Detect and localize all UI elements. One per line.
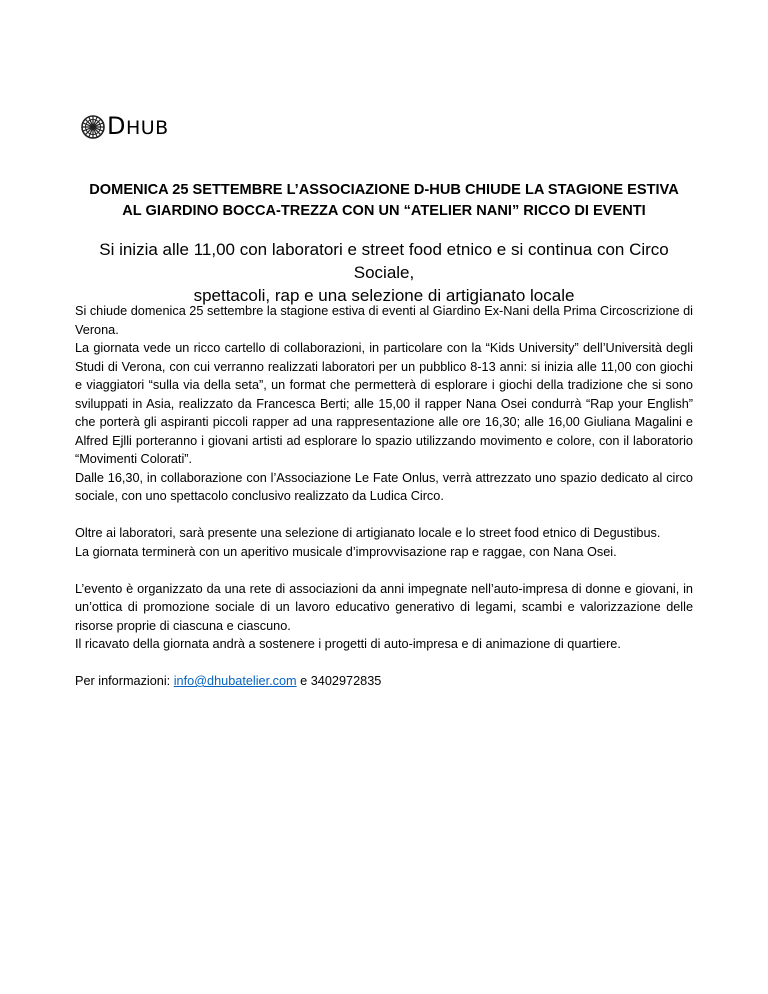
page-title bbox=[70, 180, 698, 222]
contact-line bbox=[75, 672, 693, 691]
contact-prefix: Per informazioni: bbox=[75, 674, 174, 688]
paragraph-proceeds: Il ricavato della giornata andrà a sostenere i progetti di auto-impresa e di animazione di quartiere. bbox=[75, 637, 621, 651]
paragraph-collaborations: La giornata vede un ricco cartello di collaborazioni, in particolare con la “Kids University” dell’Università degli Studi di Verona, con cui verranno realizzati laboratori per un pubblico 8-13 anni: si inizia alle 11,00 con giochi e viaggiatori “sulla via della seta”, un format che permetterà di esplorare i giochi della tradizione che si sono sviluppati in Asia, realizzato da Francesca Berti; alle 15,00 il rapper Nana Osei condurrà “Rap your English” che porterà gli aspiranti piccoli rapper ad una rappresentazione alle ore 16,30; alle 16,00 Giuliana Magalini e Alfred Ejlli porteranno i giovani artisti ad esplorare lo spazio utilizzando movimento e colore, con il laboratorio “Movimenti Colorati”. bbox=[75, 341, 693, 466]
title-line-2: AL GIARDINO BOCCA-TREZZA CON UN “ATELIER NANI” RICCO DI EVENTI bbox=[122, 203, 646, 219]
subtitle-line-2: spettacoli, rap e una selezione di artigianato locale bbox=[193, 286, 575, 305]
subtitle-line-1: Si inizia alle 11,00 con laboratori e street food etnico e si continua con Circo Sociale, bbox=[99, 240, 669, 282]
paragraph-spacer bbox=[75, 561, 693, 580]
contact-separator: e bbox=[296, 674, 311, 688]
logo-wordmark bbox=[107, 112, 169, 142]
paragraph-intro: Si chiude domenica 25 settembre la stagione estiva di eventi al Giardino Ex-Nani della Prima Circoscrizione di Verona. bbox=[75, 304, 693, 337]
paragraph-aperitivo: La giornata terminerà con un aperitivo musicale d’improvvisazione rap e raggae, con Nana Osei. bbox=[75, 544, 617, 559]
title-line-1: DOMENICA 25 SETTEMBRE L’ASSOCIAZIONE D-HUB CHIUDE LA STAGIONE ESTIVA bbox=[89, 182, 679, 198]
paragraph-spacer bbox=[75, 506, 693, 525]
paragraph-crafts: Oltre ai laboratori, sarà presente una selezione di artigianato locale e lo street food etnico di Degustibus. bbox=[75, 526, 661, 540]
wheel-logo-icon bbox=[80, 114, 106, 140]
logo-letter-d: D bbox=[107, 112, 126, 140]
logo-letters-hub: HUB bbox=[125, 117, 169, 139]
paragraph-spacer bbox=[75, 654, 693, 673]
email-link[interactable]: info@dhubatelier.com bbox=[173, 674, 297, 688]
subtitle bbox=[70, 238, 698, 307]
dhub-logo bbox=[80, 113, 169, 141]
phone-number: 3402972835 bbox=[310, 674, 382, 688]
article-body bbox=[75, 302, 693, 691]
paragraph-organizers: L’evento è organizzato da una rete di associazioni da anni impegnate nell’auto-impresa di donne e giovani, in un’ottica di promozione sociale di un lavoro educativo generativo di legami, scambi e valorizzazione delle risorse proprie di ciascuna e ciascuno. bbox=[75, 581, 693, 633]
paragraph-circus: Dalle 16,30, in collaborazione con l’Associazione Le Fate Onlus, verrà attrezzato uno spazio dedicato al circo sociale, con uno spettacolo conclusivo realizzato da Ludica Circo. bbox=[75, 470, 693, 503]
